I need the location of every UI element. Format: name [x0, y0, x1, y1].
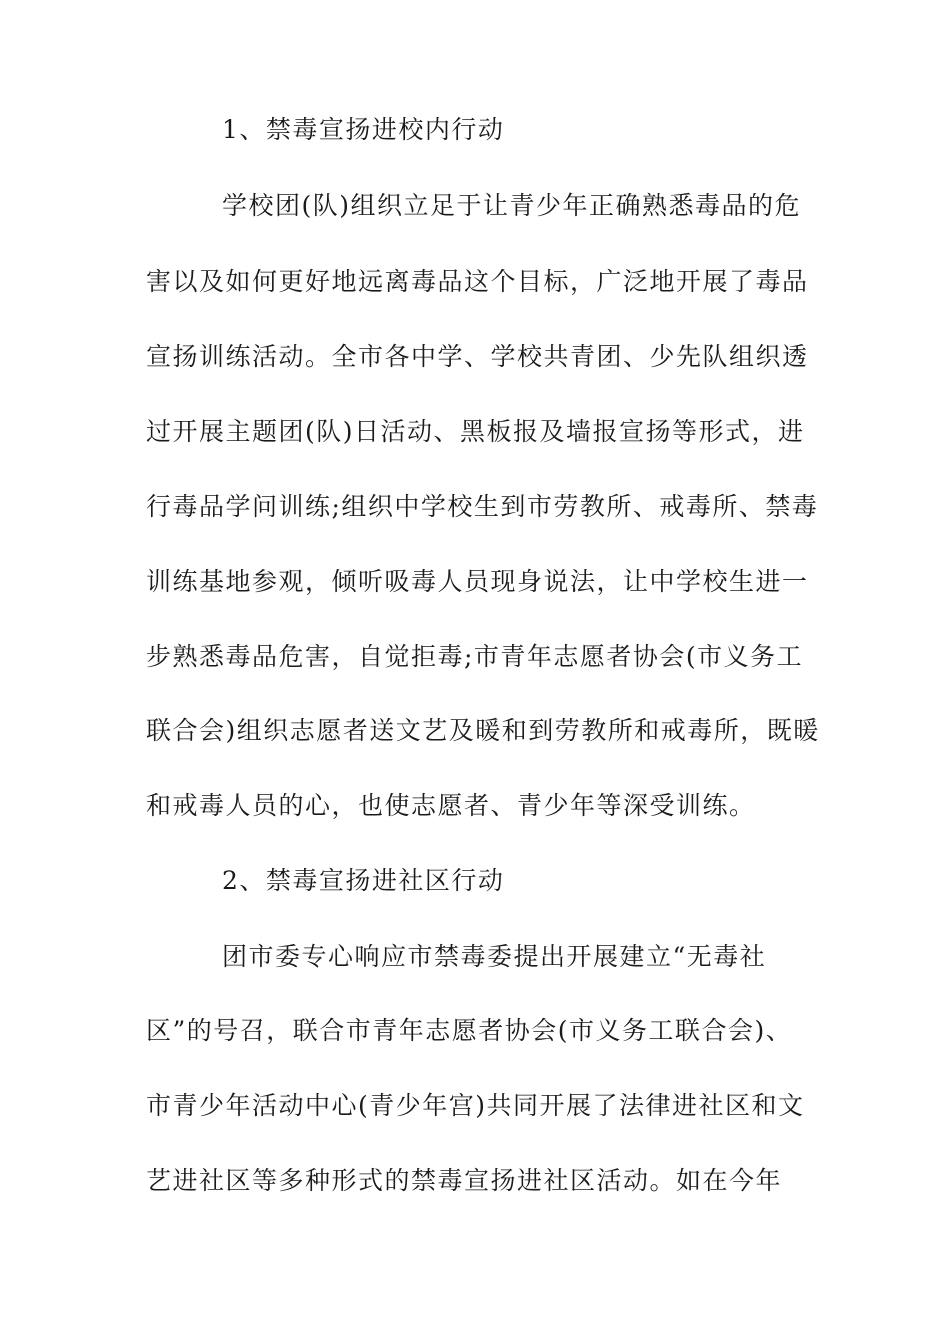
section-heading-2: 2、禁毒宣扬进社区行动: [222, 866, 505, 895]
paragraph-line: 害以及如何更好地远离毒品这个目标，广泛地开展了毒品: [146, 267, 809, 296]
paragraph-line: 宣扬训练活动。全市各中学、学校共青团、少先队组织透: [146, 342, 809, 371]
paragraph-line: 过开展主题团(队)日活动、黑板报及墙报宣扬等形式，进: [146, 417, 805, 446]
paragraph-line: 训练基地参观，倾听吸毒人员现身说法，让中学校生进一: [146, 567, 809, 596]
paragraph-line: 联合会)组织志愿者送文艺及暖和到劳教所和戒毒所，既暖: [146, 716, 820, 745]
paragraph-line: 艺进社区等多种形式的禁毒宣扬进社区活动。如在今年: [146, 1166, 783, 1195]
paragraph-line: 市青少年活动中心(青少年宫)共同开展了法律进社区和文: [146, 1091, 805, 1120]
section-heading-1: 1、禁毒宣扬进校内行动: [222, 115, 505, 144]
paragraph-line: 区”的号召，联合市青年志愿者协会(市义务工联合会)、: [146, 1016, 793, 1045]
paragraph-line: 团市委专心响应市禁毒委提出开展建立“无毒社: [222, 942, 767, 971]
paragraph-line: 学校团(队)组织立足于让青少年正确熟悉毒品的危: [222, 191, 802, 220]
paragraph-line: 行毒品学问训练;组织中学校生到市劳教所、戒毒所、禁毒: [146, 492, 819, 521]
paragraph-line: 和戒毒人员的心，也使志愿者、青少年等深受训练。: [146, 791, 756, 820]
paragraph-line: 步熟悉毒品危害，自觉拒毒;市青年志愿者协会(市义务工: [146, 642, 804, 671]
